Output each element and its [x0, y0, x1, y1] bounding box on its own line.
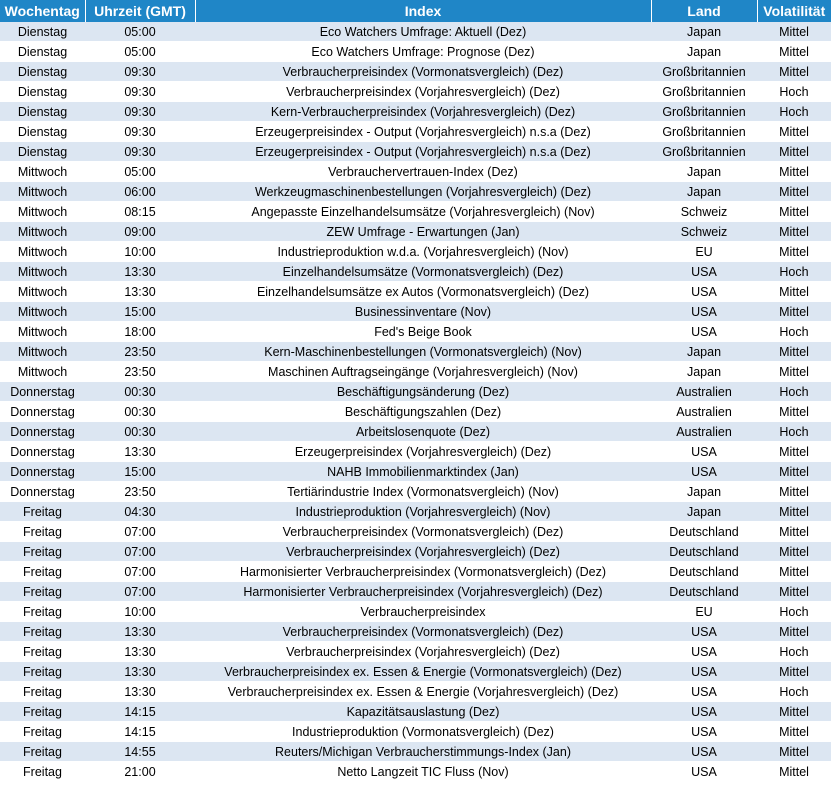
cell-volatility: Hoch	[757, 642, 831, 662]
cell-volatility: Hoch	[757, 602, 831, 622]
cell-day: Freitag	[0, 722, 85, 742]
cell-volatility: Mittel	[757, 282, 831, 302]
cell-volatility: Hoch	[757, 102, 831, 122]
cell-time: 09:30	[85, 122, 195, 142]
table-row	[0, 62, 831, 82]
cell-time: 05:00	[85, 162, 195, 182]
cell-volatility: Mittel	[757, 62, 831, 82]
cell-volatility: Mittel	[757, 462, 831, 482]
cell-day: Mittwoch	[0, 302, 85, 322]
cell-volatility: Hoch	[757, 262, 831, 282]
cell-day: Donnerstag	[0, 442, 85, 462]
cell-index: Verbraucherpreisindex ex. Essen & Energie (Vorjahresvergleich) (Dez)	[195, 682, 651, 702]
cell-volatility: Mittel	[757, 342, 831, 362]
header-country: Land	[651, 0, 757, 22]
cell-country: Deutschland	[651, 582, 757, 602]
cell-time: 14:15	[85, 722, 195, 742]
cell-volatility: Mittel	[757, 42, 831, 62]
cell-day: Freitag	[0, 742, 85, 762]
cell-volatility: Mittel	[757, 562, 831, 582]
cell-time: 05:00	[85, 42, 195, 62]
cell-country: Deutschland	[651, 522, 757, 542]
cell-time: 13:30	[85, 282, 195, 302]
cell-volatility: Mittel	[757, 22, 831, 42]
table-row	[0, 422, 831, 442]
cell-volatility: Mittel	[757, 502, 831, 522]
table-row	[0, 722, 831, 742]
cell-day: Donnerstag	[0, 382, 85, 402]
cell-country: Schweiz	[651, 202, 757, 222]
cell-index: Einzelhandelsumsätze (Vormonatsvergleich) (Dez)	[195, 262, 651, 282]
table-row	[0, 562, 831, 582]
cell-day: Mittwoch	[0, 362, 85, 382]
cell-index: Harmonisierter Verbraucherpreisindex (Vorjahresvergleich) (Dez)	[195, 582, 651, 602]
cell-index: Maschinen Auftragseingänge (Vorjahresvergleich) (Nov)	[195, 362, 651, 382]
cell-index: Industrieproduktion (Vormonatsvergleich) (Dez)	[195, 722, 651, 742]
header-time: Uhrzeit (GMT)	[85, 0, 195, 22]
cell-time: 04:30	[85, 502, 195, 522]
cell-time: 15:00	[85, 462, 195, 482]
cell-time: 09:30	[85, 62, 195, 82]
table-row	[0, 22, 831, 42]
cell-volatility: Mittel	[757, 202, 831, 222]
cell-volatility: Mittel	[757, 142, 831, 162]
cell-day: Freitag	[0, 602, 85, 622]
cell-index: Netto Langzeit TIC Fluss (Nov)	[195, 762, 651, 782]
table-row	[0, 582, 831, 602]
cell-volatility: Mittel	[757, 742, 831, 762]
table-row	[0, 662, 831, 682]
cell-day: Mittwoch	[0, 322, 85, 342]
table-row	[0, 182, 831, 202]
cell-index: Kapazitätsauslastung (Dez)	[195, 702, 651, 722]
cell-day: Mittwoch	[0, 262, 85, 282]
cell-country: USA	[651, 702, 757, 722]
table-row	[0, 282, 831, 302]
header-day: Wochentag	[0, 0, 85, 22]
cell-country: USA	[651, 622, 757, 642]
table-row	[0, 402, 831, 422]
cell-time: 14:55	[85, 742, 195, 762]
cell-day: Freitag	[0, 702, 85, 722]
table-row	[0, 542, 831, 562]
cell-index: Einzelhandelsumsätze ex Autos (Vormonatsvergleich) (Dez)	[195, 282, 651, 302]
cell-day: Freitag	[0, 502, 85, 522]
cell-country: Großbritannien	[651, 82, 757, 102]
cell-index: Beschäftigungszahlen (Dez)	[195, 402, 651, 422]
cell-volatility: Hoch	[757, 422, 831, 442]
table-row	[0, 462, 831, 482]
cell-country: USA	[651, 462, 757, 482]
cell-day: Dienstag	[0, 22, 85, 42]
table-row	[0, 342, 831, 362]
cell-volatility: Mittel	[757, 222, 831, 242]
table-row	[0, 602, 831, 622]
table-row	[0, 202, 831, 222]
cell-index: ZEW Umfrage - Erwartungen (Jan)	[195, 222, 651, 242]
table-row	[0, 382, 831, 402]
cell-index: Kern-Verbraucherpreisindex (Vorjahresvergleich) (Dez)	[195, 102, 651, 122]
cell-day: Dienstag	[0, 42, 85, 62]
cell-index: Verbraucherpreisindex (Vormonatsvergleich) (Dez)	[195, 622, 651, 642]
cell-time: 15:00	[85, 302, 195, 322]
cell-volatility: Mittel	[757, 482, 831, 502]
cell-country: Japan	[651, 342, 757, 362]
table-row	[0, 502, 831, 522]
cell-day: Freitag	[0, 562, 85, 582]
cell-time: 08:15	[85, 202, 195, 222]
cell-index: Industrieproduktion (Vorjahresvergleich) (Nov)	[195, 502, 651, 522]
cell-time: 13:30	[85, 662, 195, 682]
cell-day: Dienstag	[0, 82, 85, 102]
cell-country: USA	[651, 722, 757, 742]
cell-day: Donnerstag	[0, 462, 85, 482]
cell-index: Arbeitslosenquote (Dez)	[195, 422, 651, 442]
header-row	[0, 0, 831, 22]
table-row	[0, 162, 831, 182]
cell-index: Industrieproduktion w.d.a. (Vorjahresvergleich) (Nov)	[195, 242, 651, 262]
cell-country: Großbritannien	[651, 142, 757, 162]
cell-time: 21:00	[85, 762, 195, 782]
cell-volatility: Mittel	[757, 302, 831, 322]
cell-country: USA	[651, 442, 757, 462]
table-row	[0, 242, 831, 262]
cell-index: Beschäftigungsänderung (Dez)	[195, 382, 651, 402]
cell-time: 00:30	[85, 422, 195, 442]
cell-country: Japan	[651, 482, 757, 502]
cell-index: Werkzeugmaschinenbestellungen (Vorjahresvergleich) (Dez)	[195, 182, 651, 202]
table-row	[0, 642, 831, 662]
cell-country: Deutschland	[651, 542, 757, 562]
cell-country: Japan	[651, 182, 757, 202]
cell-country: Großbritannien	[651, 102, 757, 122]
cell-index: Harmonisierter Verbraucherpreisindex (Vormonatsvergleich) (Dez)	[195, 562, 651, 582]
header-index: Index	[195, 0, 651, 22]
cell-index: Verbraucherpreisindex (Vormonatsvergleich) (Dez)	[195, 62, 651, 82]
cell-time: 07:00	[85, 562, 195, 582]
cell-day: Freitag	[0, 642, 85, 662]
cell-volatility: Mittel	[757, 362, 831, 382]
cell-day: Mittwoch	[0, 202, 85, 222]
cell-index: Tertiärindustrie Index (Vormonatsvergleich) (Nov)	[195, 482, 651, 502]
cell-day: Mittwoch	[0, 282, 85, 302]
cell-day: Mittwoch	[0, 342, 85, 362]
cell-index: Reuters/Michigan Verbraucherstimmungs-Index (Jan)	[195, 742, 651, 762]
cell-volatility: Hoch	[757, 82, 831, 102]
table-row	[0, 442, 831, 462]
cell-country: Japan	[651, 162, 757, 182]
cell-volatility: Mittel	[757, 542, 831, 562]
cell-country: Japan	[651, 42, 757, 62]
table-row	[0, 622, 831, 642]
cell-day: Dienstag	[0, 102, 85, 122]
cell-day: Donnerstag	[0, 422, 85, 442]
cell-time: 09:30	[85, 142, 195, 162]
cell-time: 10:00	[85, 602, 195, 622]
cell-country: Japan	[651, 502, 757, 522]
cell-day: Freitag	[0, 762, 85, 782]
cell-country: USA	[651, 282, 757, 302]
table-row	[0, 682, 831, 702]
header-volatility: Volatilität	[757, 0, 831, 22]
cell-time: 05:00	[85, 22, 195, 42]
cell-volatility: Hoch	[757, 322, 831, 342]
table-row	[0, 222, 831, 242]
cell-country: USA	[651, 662, 757, 682]
cell-volatility: Mittel	[757, 762, 831, 782]
cell-day: Freitag	[0, 582, 85, 602]
cell-time: 00:30	[85, 402, 195, 422]
cell-index: Verbraucherpreisindex (Vorjahresvergleich) (Dez)	[195, 642, 651, 662]
cell-day: Mittwoch	[0, 162, 85, 182]
cell-index: Verbraucherpreisindex (Vorjahresvergleich) (Dez)	[195, 542, 651, 562]
cell-index: Eco Watchers Umfrage: Aktuell (Dez)	[195, 22, 651, 42]
cell-index: Businessinventare (Nov)	[195, 302, 651, 322]
cell-day: Dienstag	[0, 142, 85, 162]
cell-volatility: Mittel	[757, 662, 831, 682]
cell-time: 18:00	[85, 322, 195, 342]
cell-day: Freitag	[0, 662, 85, 682]
table-row	[0, 102, 831, 122]
cell-time: 10:00	[85, 242, 195, 262]
cell-day: Dienstag	[0, 62, 85, 82]
cell-index: NAHB Immobilienmarktindex (Jan)	[195, 462, 651, 482]
cell-index: Erzeugerpreisindex - Output (Vorjahresvergleich) n.s.a (Dez)	[195, 142, 651, 162]
cell-volatility: Hoch	[757, 682, 831, 702]
cell-country: Großbritannien	[651, 62, 757, 82]
table-row	[0, 322, 831, 342]
cell-time: 07:00	[85, 542, 195, 562]
cell-country: USA	[651, 682, 757, 702]
cell-day: Freitag	[0, 622, 85, 642]
cell-index: Verbraucherpreisindex ex. Essen & Energie (Vormonatsvergleich) (Dez)	[195, 662, 651, 682]
cell-volatility: Mittel	[757, 182, 831, 202]
cell-country: EU	[651, 602, 757, 622]
cell-day: Donnerstag	[0, 402, 85, 422]
cell-country: Deutschland	[651, 562, 757, 582]
cell-country: Großbritannien	[651, 122, 757, 142]
cell-time: 09:30	[85, 102, 195, 122]
table-row	[0, 522, 831, 542]
table-row	[0, 302, 831, 322]
cell-country: USA	[651, 742, 757, 762]
table-row	[0, 42, 831, 62]
cell-country: Australien	[651, 422, 757, 442]
cell-time: 06:00	[85, 182, 195, 202]
cell-index: Kern-Maschinenbestellungen (Vormonatsvergleich) (Nov)	[195, 342, 651, 362]
table-row	[0, 482, 831, 502]
cell-country: Japan	[651, 362, 757, 382]
table-row	[0, 122, 831, 142]
cell-volatility: Mittel	[757, 442, 831, 462]
cell-volatility: Mittel	[757, 162, 831, 182]
cell-country: Australien	[651, 382, 757, 402]
cell-index: Erzeugerpreisindex - Output (Vorjahresvergleich) n.s.a (Dez)	[195, 122, 651, 142]
cell-country: EU	[651, 242, 757, 262]
cell-index: Fed's Beige Book	[195, 322, 651, 342]
cell-index: Angepasste Einzelhandelsumsätze (Vorjahresvergleich) (Nov)	[195, 202, 651, 222]
cell-country: Schweiz	[651, 222, 757, 242]
table-body	[0, 22, 831, 782]
cell-volatility: Mittel	[757, 622, 831, 642]
cell-index: Erzeugerpreisindex (Vorjahresvergleich) (Dez)	[195, 442, 651, 462]
cell-day: Freitag	[0, 542, 85, 562]
cell-time: 07:00	[85, 582, 195, 602]
table-row	[0, 262, 831, 282]
cell-day: Mittwoch	[0, 242, 85, 262]
cell-day: Dienstag	[0, 122, 85, 142]
cell-volatility: Mittel	[757, 402, 831, 422]
cell-volatility: Mittel	[757, 242, 831, 262]
table-row	[0, 362, 831, 382]
cell-time: 13:30	[85, 642, 195, 662]
table-row	[0, 762, 831, 782]
cell-day: Mittwoch	[0, 222, 85, 242]
cell-volatility: Mittel	[757, 522, 831, 542]
table-row	[0, 82, 831, 102]
cell-time: 23:50	[85, 362, 195, 382]
cell-day: Freitag	[0, 522, 85, 542]
cell-country: Australien	[651, 402, 757, 422]
cell-country: USA	[651, 302, 757, 322]
cell-time: 09:00	[85, 222, 195, 242]
cell-index: Verbraucherpreisindex (Vormonatsvergleich) (Dez)	[195, 522, 651, 542]
cell-index: Verbraucherpreisindex	[195, 602, 651, 622]
cell-index: Eco Watchers Umfrage: Prognose (Dez)	[195, 42, 651, 62]
cell-time: 13:30	[85, 262, 195, 282]
cell-day: Mittwoch	[0, 182, 85, 202]
cell-country: USA	[651, 322, 757, 342]
cell-time: 13:30	[85, 622, 195, 642]
cell-day: Donnerstag	[0, 482, 85, 502]
cell-time: 00:30	[85, 382, 195, 402]
cell-index: Verbraucherpreisindex (Vorjahresvergleich) (Dez)	[195, 82, 651, 102]
cell-volatility: Mittel	[757, 702, 831, 722]
cell-country: USA	[651, 642, 757, 662]
cell-country: USA	[651, 762, 757, 782]
cell-time: 09:30	[85, 82, 195, 102]
cell-time: 23:50	[85, 342, 195, 362]
cell-volatility: Hoch	[757, 382, 831, 402]
cell-volatility: Mittel	[757, 122, 831, 142]
cell-time: 23:50	[85, 482, 195, 502]
table-row	[0, 142, 831, 162]
cell-volatility: Mittel	[757, 582, 831, 602]
cell-time: 13:30	[85, 442, 195, 462]
table-row	[0, 742, 831, 762]
cell-day: Freitag	[0, 682, 85, 702]
cell-country: Japan	[651, 22, 757, 42]
cell-country: USA	[651, 262, 757, 282]
cell-time: 14:15	[85, 702, 195, 722]
cell-index: Verbrauchervertrauen-Index (Dez)	[195, 162, 651, 182]
table-row	[0, 702, 831, 722]
cell-time: 13:30	[85, 682, 195, 702]
cell-volatility: Mittel	[757, 722, 831, 742]
cell-time: 07:00	[85, 522, 195, 542]
